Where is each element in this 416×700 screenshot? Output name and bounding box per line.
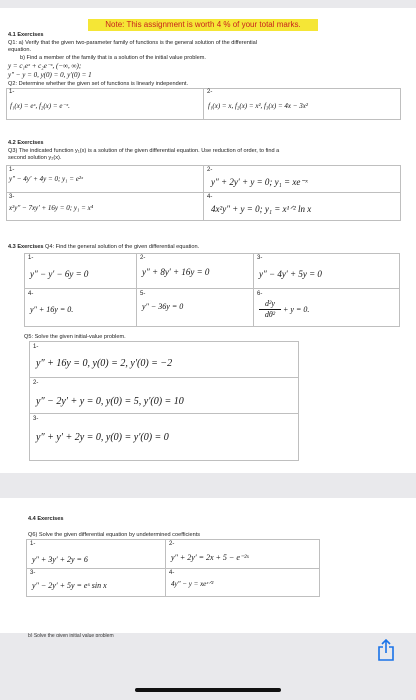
- q1-family-equation: y = c₁eˣ + c₂e⁻ˣ, (−∞, ∞);: [8, 62, 82, 70]
- q4-item-6-number: 6-: [257, 291, 263, 297]
- section-4-2-title: 4.2 Exercises: [8, 140, 44, 146]
- q4-item-4-number: 4-: [28, 291, 34, 297]
- q1-ivp-equation: y″ − y = 0, y(0) = 0, y′(0) = 1: [8, 71, 92, 79]
- q4-item-3-equation: y″ − 4y′ + 5y = 0: [259, 269, 322, 279]
- section-4-1-title: 4.1 Exercises: [8, 32, 44, 38]
- section-4-4-title: 4.4 Exercises: [28, 516, 64, 522]
- q2-item-2-number: 2-: [207, 89, 213, 95]
- q5-item-1-number: 1-: [33, 344, 39, 350]
- q6-item-2-number: 2-: [169, 541, 175, 547]
- q6-item-2-equation: y″ + 2y′ = 2x + 5 − e⁻²ˣ: [171, 553, 249, 562]
- q4-item-6-denominator: dθ²: [259, 309, 281, 319]
- q6-item-1-equation: y″ + 3y′ + 2y = 6: [32, 555, 88, 564]
- q6-item-3-equation: y″ − 2y′ + 5y = eˣ sin x: [32, 581, 107, 590]
- q6-item-4-equation: 4y″ − y = xeˣᐟ²: [171, 580, 214, 588]
- q2-item-1-functions: f₁(x) = eˣ, f₂(x) = e⁻ˣ.: [10, 102, 70, 110]
- q3-item-1-equation: y″ − 4y′ + 4y = 0; y₁ = e²ˣ: [9, 175, 83, 183]
- q5-item-2-number: 2-: [33, 380, 39, 386]
- q1b-text: b) Find a member of the family that is a solution of the initial value problem.: [20, 55, 206, 61]
- q5-item-3-number: 3-: [33, 416, 39, 422]
- q2-text: Q2: Determine whether the given set of functions is linearly independent.: [8, 81, 189, 87]
- document-page-2: [0, 498, 416, 633]
- q4-item-3-number: 3-: [257, 255, 263, 261]
- q1a-text-cont: equation.: [8, 47, 32, 53]
- cut-off-text: b) Solve the given initial value problem: [28, 633, 114, 637]
- home-indicator[interactable]: [135, 688, 281, 692]
- q4-item-6-numerator: d²y: [265, 299, 275, 308]
- share-icon: [377, 639, 395, 661]
- q5-item-3-equation: y″ + y′ + 2y = 0, y(0) = y′(0) = 0: [36, 432, 169, 443]
- q4-item-5-number: 5-: [140, 291, 146, 297]
- q3-item-1-number: 1-: [9, 167, 15, 173]
- q3-text: Q3) The indicated function y₁(x) is a solution of the given differential equation. Use reduction of order, to find a: [8, 148, 280, 154]
- assignment-note: Note: This assignment is worth 4 % of your total marks.: [88, 19, 318, 31]
- q6-item-3-number: 3-: [30, 570, 36, 576]
- q3-item-4-equation: 4x²y″ + y = 0; y₁ = x¹ᐟ² ln x: [211, 204, 312, 214]
- q4-table: [24, 253, 400, 327]
- section-4-3-title: 4.3 Exercises: [8, 244, 44, 250]
- q3-item-3-equation: x²y″ − 7xy′ + 16y = 0; y₁ = x⁴: [9, 204, 94, 212]
- q2-item-2-functions: f₁(x) = x, f₂(x) = x², f₃(x) = 4x − 3x²: [208, 102, 308, 110]
- q4-text: Q4: Find the general solution of the given differential equation.: [43, 244, 200, 250]
- q3-text-cont: second solution y₂(x).: [8, 155, 62, 161]
- q3-item-4-number: 4-: [207, 194, 213, 200]
- document-page-1: [0, 8, 416, 473]
- q5-text: Q5: Solve the given initial-value problem.: [24, 334, 126, 340]
- q2-item-1-number: 1-: [9, 89, 15, 95]
- q5-item-1-equation: y″ + 16y = 0, y(0) = 2, y′(0) = −2: [36, 358, 173, 369]
- q4-item-6-rest: + y = 0.: [283, 305, 310, 314]
- q3-item-2-number: 2-: [207, 167, 213, 173]
- q3-item-3-number: 3-: [9, 194, 15, 200]
- q4-item-1-equation: y″ − y′ − 6y = 0: [30, 269, 89, 279]
- q1a-text: Q1: a) Verify that the given two-parameter family of functions is the general solution of the differential: [8, 40, 257, 46]
- q4-item-5-equation: y″ − 36y = 0: [142, 302, 184, 311]
- share-button[interactable]: [377, 639, 395, 661]
- q4-item-4-equation: y″ + 16y = 0.: [30, 305, 74, 314]
- q6-text: Q6) Solve the given differential equation by undetermined coefficients: [28, 532, 201, 538]
- q4-item-2-number: 2-: [140, 255, 146, 261]
- q5-item-2-equation: y″ − 2y′ + y = 0, y(0) = 5, y′(0) = 10: [36, 396, 184, 407]
- q4-item-2-equation: y″ + 8y′ + 16y = 0: [142, 267, 210, 277]
- q6-item-4-number: 4-: [169, 570, 175, 576]
- q4-item-6-fraction: [259, 299, 281, 319]
- q6-item-1-number: 1-: [30, 541, 36, 547]
- q4-item-1-number: 1-: [28, 255, 34, 261]
- q3-item-2-equation: y″ + 2y′ + y = 0; y₁ = xe⁻ˣ: [211, 177, 308, 187]
